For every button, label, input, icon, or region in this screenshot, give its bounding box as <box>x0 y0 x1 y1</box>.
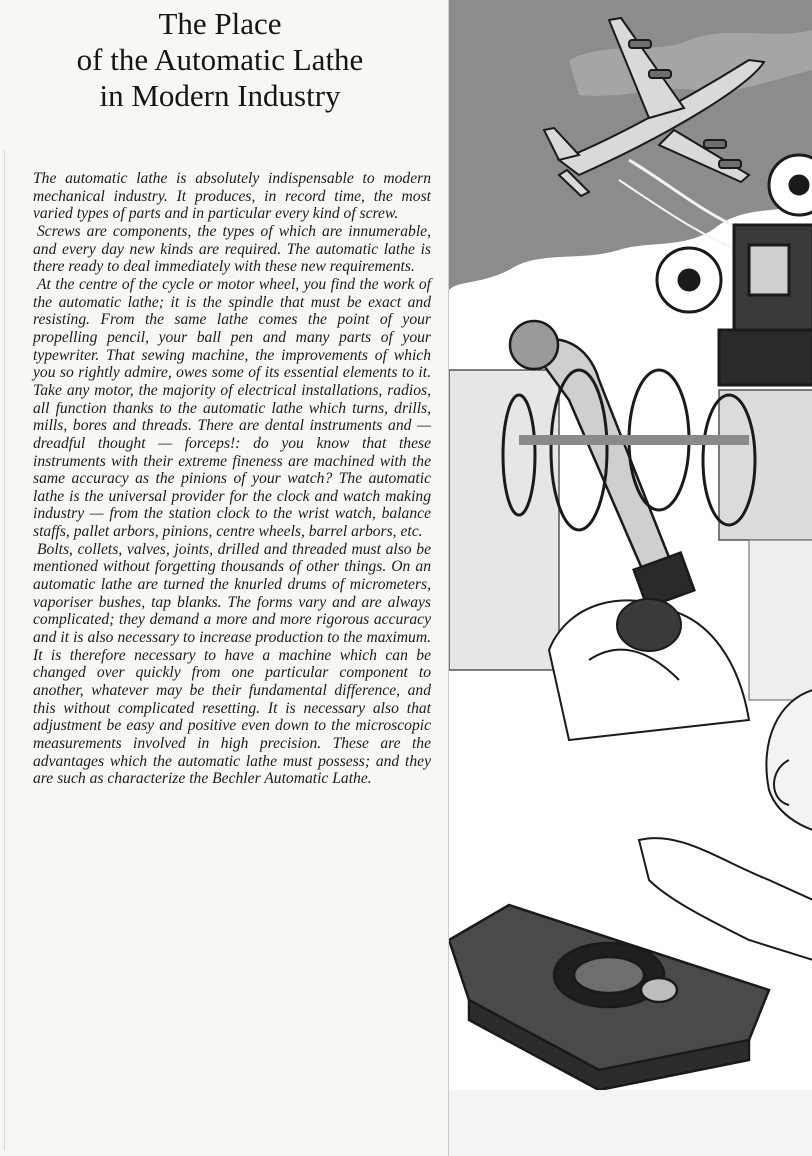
paragraph-2: Screws are components, the types of which are innumerable, and every day new kinds are required. The automatic lathe is there ready to deal immediately with these new requirements. <box>33 222 431 276</box>
bottom-fade <box>449 1090 812 1156</box>
article-title <box>30 6 410 114</box>
illustration-svg <box>449 0 812 1156</box>
typewriter <box>449 905 769 1090</box>
column-rule <box>4 150 5 1150</box>
lathe-products-illustration <box>448 0 812 1156</box>
article-body <box>33 170 431 788</box>
paragraph-3: At the centre of the cycle or motor wheel, you find the work of the automatic lathe; it is the spindle that must be exact and resisting. From the same lathe comes the point of your propelling pencil, your ball pen and many parts of your typewriter. That sewing machine, the improvements of which you so rightly admire, owes some of its essential elements to it. Take any motor, the majority of electrical installations, radios, all function thanks to the automatic lathe which turns, drills, mills, bores and threads. There are dental instruments and — dreadful thought — forceps!: do you know that these instruments with their extreme fineness are machined with the same accuracy as the pinions of your watch? The automatic lathe is the universal provider for the clock and watch making industry — from the station clock to the wrist watch, balance staffs, pallet arbors, pinions, centre wheels, barrel arbors, etc. <box>33 275 431 541</box>
machine-cabinet <box>749 540 812 700</box>
machine-cabinet <box>449 370 559 670</box>
title-line-2: of the Automatic Lathe <box>76 42 364 77</box>
title-line-1: The Place <box>158 6 282 41</box>
watchmaker-figure <box>549 599 749 740</box>
title-line-3: in Modern Industry <box>99 78 341 113</box>
typist-figure <box>639 690 812 960</box>
paragraph-1: The automatic lathe is absolutely indispensable to modern mechanical industry. It produces, in record time, the most varied types of parts and in particular every kind of screw. <box>33 170 431 223</box>
paragraph-4: Bolts, collets, valves, joints, drilled and threaded must also be mentioned without forgetting thousands of other things. On an automatic lathe are turned the knurled drums of micrometers, vaporiser bushes, tap blanks. The forms vary and are always complicated; they demand a more and more rigorous accuracy and it is also necessary to increase production to the maximum. It is therefore necessary to have a machine which can be changed over quickly from one particular component to another, whatever may be their fundamental difference, and this without complicated resetting. It is necessary also that adjustment be easy and positive even down to the microscopic measurements involved in high precision. These are the advantages which the automatic lathe must possess; and they are such as characterize the Bechler Automatic Lathe. <box>33 540 431 788</box>
machine-cabinet <box>719 390 812 540</box>
